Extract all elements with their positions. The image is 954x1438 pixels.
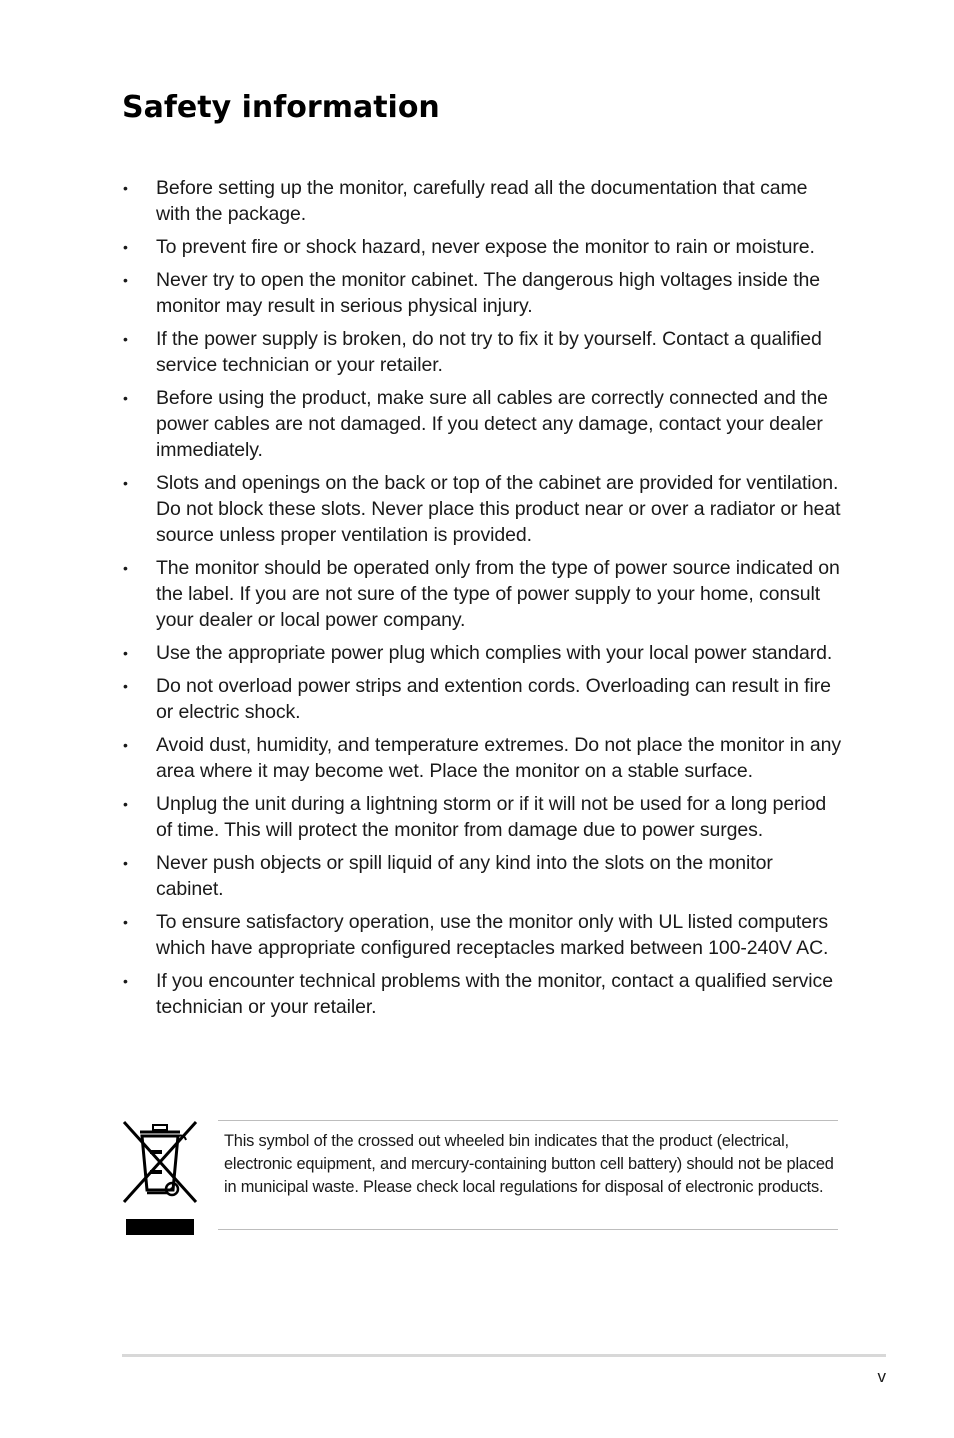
bullet-icon: • [123, 678, 128, 694]
bullet-icon: • [123, 180, 128, 196]
list-item [122, 732, 842, 784]
bullet-icon: • [123, 331, 128, 347]
bullet-icon: • [123, 737, 128, 753]
list-item [122, 267, 842, 319]
bullet-icon: • [123, 475, 128, 491]
list-item [122, 850, 842, 902]
weee-text: This symbol of the crossed out wheeled bin indicates that the product (electrical, electronic equipment, and mercury-containing button cell battery) should not be placed in municipal waste. Please check local regulations for disposal of electronic products. [224, 1132, 834, 1196]
footer-divider [122, 1354, 886, 1357]
bullet-icon: • [123, 914, 128, 930]
page-title: Safety information [122, 90, 440, 125]
list-item-text: Avoid dust, humidity, and temperature extremes. Do not place the monitor in any area where it may become wet. Place the monitor on a stable surface. [156, 734, 842, 782]
bullet-icon: • [123, 239, 128, 255]
list-item [122, 555, 842, 633]
bullet-icon: • [123, 796, 128, 812]
list-item [122, 385, 842, 463]
bullet-icon: • [123, 973, 128, 989]
crossed-out-wheeled-bin-icon [118, 1118, 202, 1240]
list-item-text: Slots and openings on the back or top of the cabinet are provided for ventilation. Do not block these slots. Never place this product near or over a radiator or heat source unless proper ventilation is provided. [156, 472, 841, 546]
list-item-text: Use the appropriate power plug which complies with your local power standard. [156, 642, 833, 664]
list-item-text: To prevent fire or shock hazard, never expose the monitor to rain or moisture. [156, 236, 815, 258]
list-item [122, 640, 842, 666]
list-item [122, 791, 842, 843]
list-item [122, 909, 842, 961]
list-item [122, 968, 842, 1020]
list-item-text: The monitor should be operated only from the type of power source indicated on the label. If you are not sure of the type of power supply to your home, consult your dealer or local power company. [156, 557, 840, 631]
list-item-text: To ensure satisfactory operation, use the monitor only with UL listed computers which have appropriate configured receptacles marked between 100-240V AC. [156, 911, 829, 959]
page-number: v [877, 1367, 886, 1386]
list-item [122, 175, 842, 227]
bullet-icon: • [123, 855, 128, 871]
list-item [122, 470, 842, 548]
weee-notice [118, 1118, 840, 1240]
list-item [122, 326, 842, 378]
weee-text-box [218, 1120, 838, 1230]
safety-list [122, 175, 842, 1027]
list-item-text: Do not overload power strips and extention cords. Overloading can result in fire or electric shock. [156, 675, 831, 723]
list-item-text: Before using the product, make sure all cables are correctly connected and the power cables are not damaged. If you detect any damage, contact your dealer immediately. [156, 387, 828, 461]
list-item-text: If the power supply is broken, do not try to fix it by yourself. Contact a qualified service technician or your retailer. [156, 328, 822, 376]
bullet-icon: • [123, 390, 128, 406]
bullet-icon: • [123, 272, 128, 288]
list-item [122, 234, 842, 260]
bullet-icon: • [123, 645, 128, 661]
list-item-text: Never try to open the monitor cabinet. The dangerous high voltages inside the monitor may result in serious physical injury. [156, 269, 821, 317]
list-item-text: Before setting up the monitor, carefully read all the documentation that came with the package. [156, 177, 808, 225]
list-item-text: If you encounter technical problems with the monitor, contact a qualified service technician or your retailer. [156, 970, 833, 1018]
bullet-icon: • [123, 560, 128, 576]
list-item-text: Unplug the unit during a lightning storm or if it will not be used for a long period of time. This will protect the monitor from damage due to power surges. [156, 793, 827, 841]
list-item-text: Never push objects or spill liquid of any kind into the slots on the monitor cabinet. [156, 852, 773, 900]
list-item [122, 673, 842, 725]
